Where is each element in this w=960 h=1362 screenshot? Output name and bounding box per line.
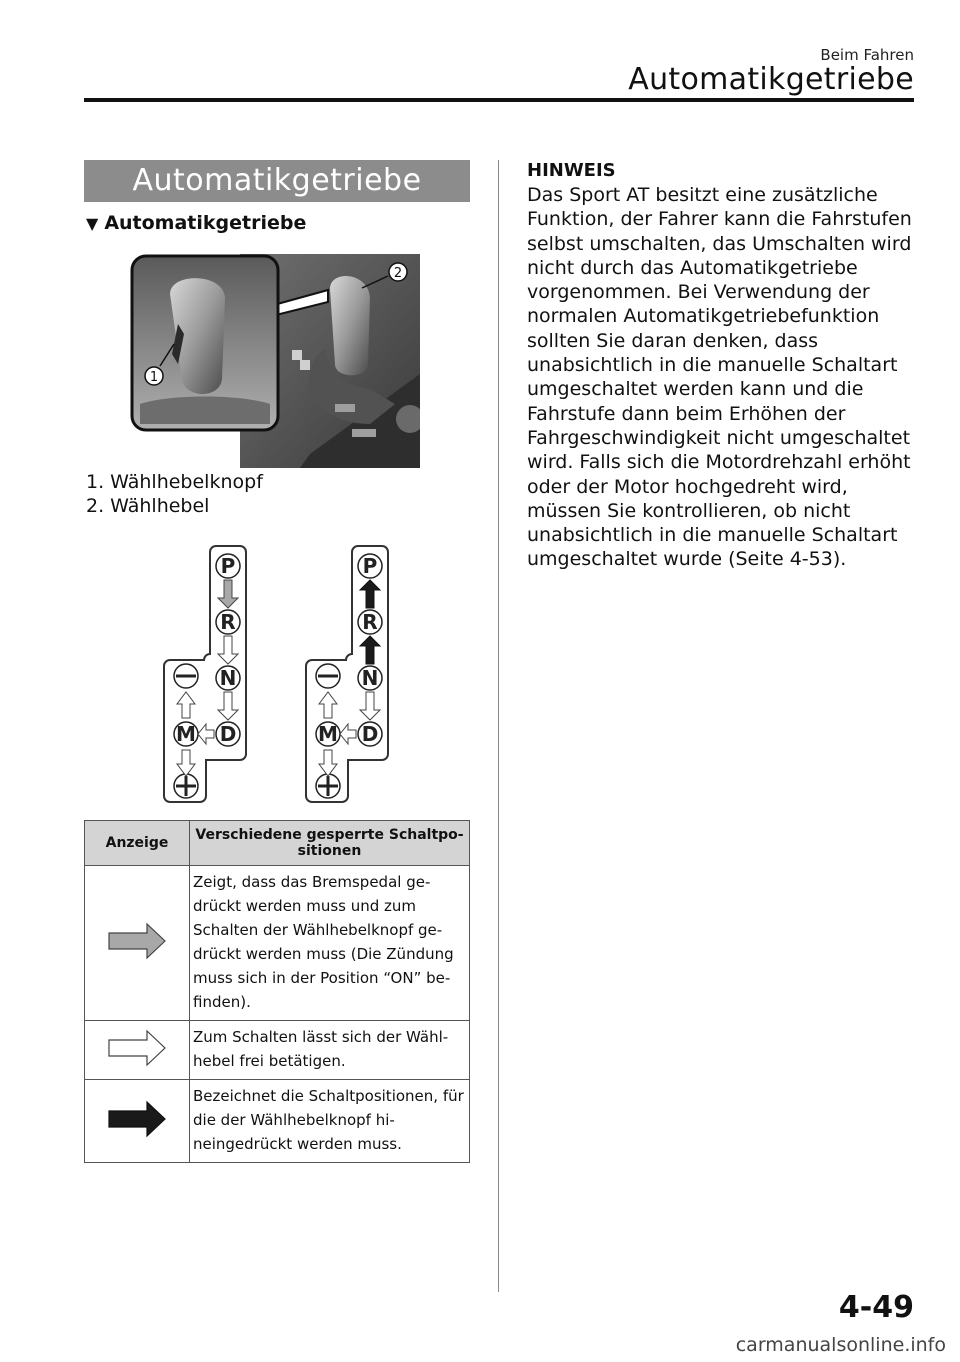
shift-lock-table [84,820,470,1163]
table-cell-indicator [85,1080,190,1163]
svg-text:N: N [361,666,379,690]
svg-text:N: N [219,666,237,690]
table-row [85,1080,470,1163]
table-header-indicator: Anzeige [85,821,190,866]
callout-2 [389,263,407,281]
note-body: Das Sport AT besitzt eine zusätzliche Funktion, der Fahrer kann die Fahrstufen selbst umschalten, das Umschalten wird nicht durch das Automatikgetriebe vorgenommen. Bei Verwendung der normalen Automatikgetriebefunktion sollten Sie daran denken, dass unabsichtlich in die manuelle Schaltart umgeschaltet werden kann und die Fahrstufe dann beim Erhöhen der Fahrgeschwindigkeit nicht umgeschaltet wird. Falls sich die Motordrehzahl erhöht oder der Motor hochgedreht wird, müssen Sie kontrollieren, ob nicht unabsichtlich in die manuelle Schaltart umgeschaltet wurde (Seite 4-53). [527,184,912,571]
shift-gate-left [164,546,246,802]
svg-text:R: R [362,610,378,634]
triangle-down-icon: ▼ [86,214,99,233]
svg-text:1: 1 [149,370,159,385]
section-banner: Automatikgetriebe [84,160,470,202]
subheading-text: Automatikgetriebe [104,212,307,234]
svg-text:R: R [220,610,236,634]
table-cell-description: Zum Schalten lässt sich der Wähl-hebel frei betätigen. [190,1021,470,1080]
table-header-row [85,821,470,866]
table-cell-indicator [85,1021,190,1080]
svg-text:P: P [220,554,236,578]
shift-gate-right [306,546,388,802]
black-arrow-icon [107,1099,167,1139]
legend-item: 1. Wählhebelknopf [86,471,263,493]
page-number: 4-49 [838,1290,914,1325]
table-cell-description: Bezeichnet die Schaltpositionen, für die der Wählhebelknopf hi-neingedrückt werden muss. [190,1080,470,1163]
svg-text:D: D [219,722,237,746]
legend-item: 2. Wählhebel [86,495,210,517]
table-row [85,1021,470,1080]
header-section-label: Beim Fahren [820,46,914,64]
table-cell-description: Zeigt, dass das Bremspedal ge-drückt werden muss und zum Schalten der Wählhebelknopf ge-drückt werden muss (Die Zündung muss sich in der Position “ON” be-finden). [190,866,470,1021]
white-arrow-icon [107,1028,167,1068]
svg-text:P: P [362,554,378,578]
svg-text:D: D [361,722,379,746]
svg-text:M: M [318,722,338,746]
note-title: HINWEIS [527,160,616,181]
header-chapter-title: Automatikgetriebe [628,62,914,97]
gray-arrow-icon [107,921,167,961]
subheading [86,212,306,234]
callout-1 [145,367,163,385]
table-cell-indicator [85,866,190,1021]
header-rule [84,98,914,102]
column-divider [498,160,499,1292]
svg-text:2: 2 [393,266,403,281]
shift-gate-diagrams [150,540,410,810]
svg-text:M: M [176,722,196,746]
table-header-description: Verschiedene gesperrte Schaltpo-sitionen [190,821,470,866]
photo-legend [86,470,263,518]
gear-lever-photo [130,254,420,468]
watermark: carmanualsonline.info [735,1334,946,1356]
table-row [85,866,470,1021]
